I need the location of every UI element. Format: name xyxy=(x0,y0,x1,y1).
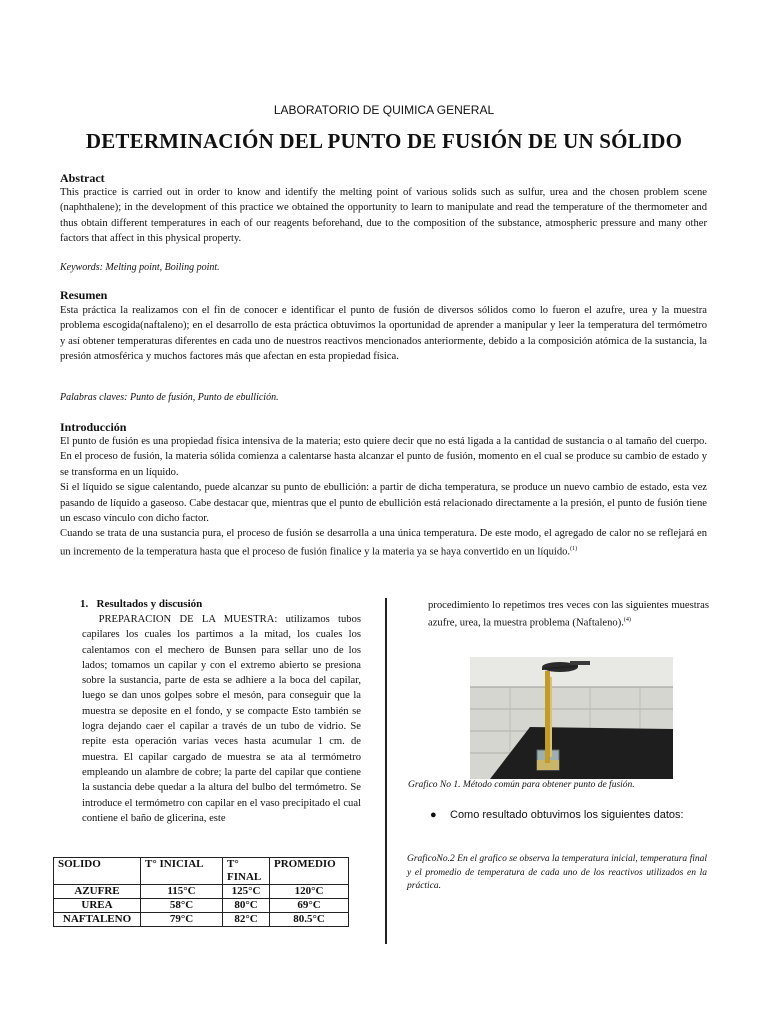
figure-caption: Grafico No 1. Método común para obtener punto de fusión. xyxy=(408,780,635,790)
keywords: Keywords: Melting point, Boiling point. xyxy=(60,262,220,273)
lab-setup-photo xyxy=(470,657,673,779)
table-cell: 79°C xyxy=(141,913,223,927)
procedimiento-reference: (4) xyxy=(623,617,631,624)
resultados-heading: 1. Resultados y discusión xyxy=(80,598,203,610)
table-cell: 80.5°C xyxy=(270,913,349,927)
table-cell: 69°C xyxy=(270,899,349,913)
bullet-dot: ● xyxy=(430,809,437,821)
page-title: DETERMINACIÓN DEL PUNTO DE FUSIÓN DE UN SÓLIDO xyxy=(85,129,683,153)
lab-header: LABORATORIO DE QUIMICA GENERAL xyxy=(273,103,495,117)
results-table xyxy=(53,857,349,927)
resultados-text xyxy=(82,612,361,826)
intro-paragraph-3-text: Cuando se trata de una sustancia pura, el proceso de fusión se desarrolla a una única temperatura. De este modo, el agregado de calor no se reflejará en un incremento de la temperatura hasta que el proceso de fusión finalice y la materia ya se haya convertido en un líquido. xyxy=(60,528,707,558)
table-header: SOLIDO xyxy=(54,858,141,885)
resumen-text: Esta práctica la realizamos con el fin de conocer e identificar el punto de fusión de diversos sólidos como lo fueron el azufre, urea y la muestra problema escogida(naftaleno); en el desarrollo de esta práctica obtuvimos la oportunidad de aprender a manipular y leer la temperatura del termómetro y así obtener temperaturas diferentes en cada uno de nuestros reactivos mencionados anteriormente, debido a la composición atómica de la sustancia, la presión atmosférica y muchos factores más que afectan en esta propiedad física. xyxy=(60,305,707,363)
table-row xyxy=(54,899,349,913)
table-cell: UREA xyxy=(54,899,141,913)
intro-paragraph-1: El punto de fusión es una propiedad física intensiva de la materia; esto quiere decir que no está ligada a la cantidad de sustancia o al tamaño del cuerpo. En el proceso de fusión, la materia sólida comienza a calentarse hasta alcanzar el punto de fusión, momento en el cual se produce su cambio de estado y se transforma en un líquido. xyxy=(60,436,707,478)
preparacion-lead: PREPARACION DE LA MUESTRA: xyxy=(98,614,278,625)
lab-setup-illustration xyxy=(470,657,673,779)
table-cell: 82°C xyxy=(223,913,270,927)
abstract-text: This practice is carried out in order to know and identify the melting point of various solids such as sulfur, urea and the chosen problem scene (naphthalene); in the development of this practice we obtained the opportunity to learn to manipulate and read the temperature of the thermometer and thus obtain different temperatures in each of our reagents beforehand, due to the composition of the substance, atmospheric pressure and many other factors that affect in this physical property. xyxy=(60,187,707,245)
intro-paragraph-3 xyxy=(60,526,707,559)
introduccion-body xyxy=(60,434,707,560)
palabras-claves: Palabras claves: Punto de fusión, Punto de ebullición. xyxy=(60,392,279,403)
resumen-heading: Resumen xyxy=(60,288,108,302)
intro-reference: (1) xyxy=(570,545,578,552)
introduccion-heading: Introducción xyxy=(60,420,127,434)
results-bullet xyxy=(430,809,684,821)
table-row xyxy=(54,913,349,927)
table-row xyxy=(54,885,349,899)
table-cell: AZUFRE xyxy=(54,885,141,899)
table-cell: 125°C xyxy=(223,885,270,899)
table-cell: 115°C xyxy=(141,885,223,899)
preparacion-text: utilizamos tubos capilares los cuales los partimos a la mitad, los cuales los calentamos con el mechero de Bunsen para sellar uno de los lados; tomamos un capilar y con el extremo abierto se presiona sobre la sustancia, parte de esta se adhiere a la boca del capilar, luego se dan unos golpes sobre el mesón, para conseguir que la muestra se deposite en el fondo, y se compacte Esto también se logra dejando caer el capilar a través de un tubo de vidrio. Se repite esta operación varias veces hasta acumular 1 cm. de muestra. El capilar cargado de muestra se ata al termómetro empleando un alambre de cobre; la parte del capilar que contiene la sustancia debe quedar a la altura del bulbo del termómetro. Se introduce el termómetro con capilar en el vaso precipitado el cual contiene el baño de glicerina, este xyxy=(82,614,361,824)
table-cell: 120°C xyxy=(270,885,349,899)
table-cell: 80°C xyxy=(223,899,270,913)
results-bullet-text: Como resultado obtuvimos los siguientes datos: xyxy=(450,809,684,821)
procedimiento-text: procedimiento lo repetimos tres veces con las siguientes muestras azufre, urea, la muestra problema (Naftaleno). xyxy=(428,600,709,629)
table-header: PROMEDIO xyxy=(270,858,349,885)
table-header: T° INICIAL xyxy=(141,858,223,885)
resultados-right-text xyxy=(428,598,709,631)
table-caption: GraficoNo.2 En el grafico se observa la temperatura inicial, temperatura final y el promedio de temperatura de cada uno de los reactivos utilizados en la práctica. xyxy=(407,854,707,891)
intro-paragraph-2: Si el líquido se sigue calentando, puede alcanzar su punto de ebullición: a partir de dicha temperatura, se produce un nuevo cambio de estado, esta vez pasando de líquido a gaseoso. Cabe destacar que, mientras que el punto de ebullición está relacionado directamente a la presión, el punto de fusión tiene un escaso vínculo con dicho factor. xyxy=(60,482,707,525)
table-header: T° FINAL xyxy=(223,858,270,885)
table-header-row xyxy=(54,858,349,885)
abstract-heading: Abstract xyxy=(60,171,105,185)
column-divider xyxy=(385,598,387,944)
table-cell: NAFTALENO xyxy=(54,913,141,927)
table-cell: 58°C xyxy=(141,899,223,913)
